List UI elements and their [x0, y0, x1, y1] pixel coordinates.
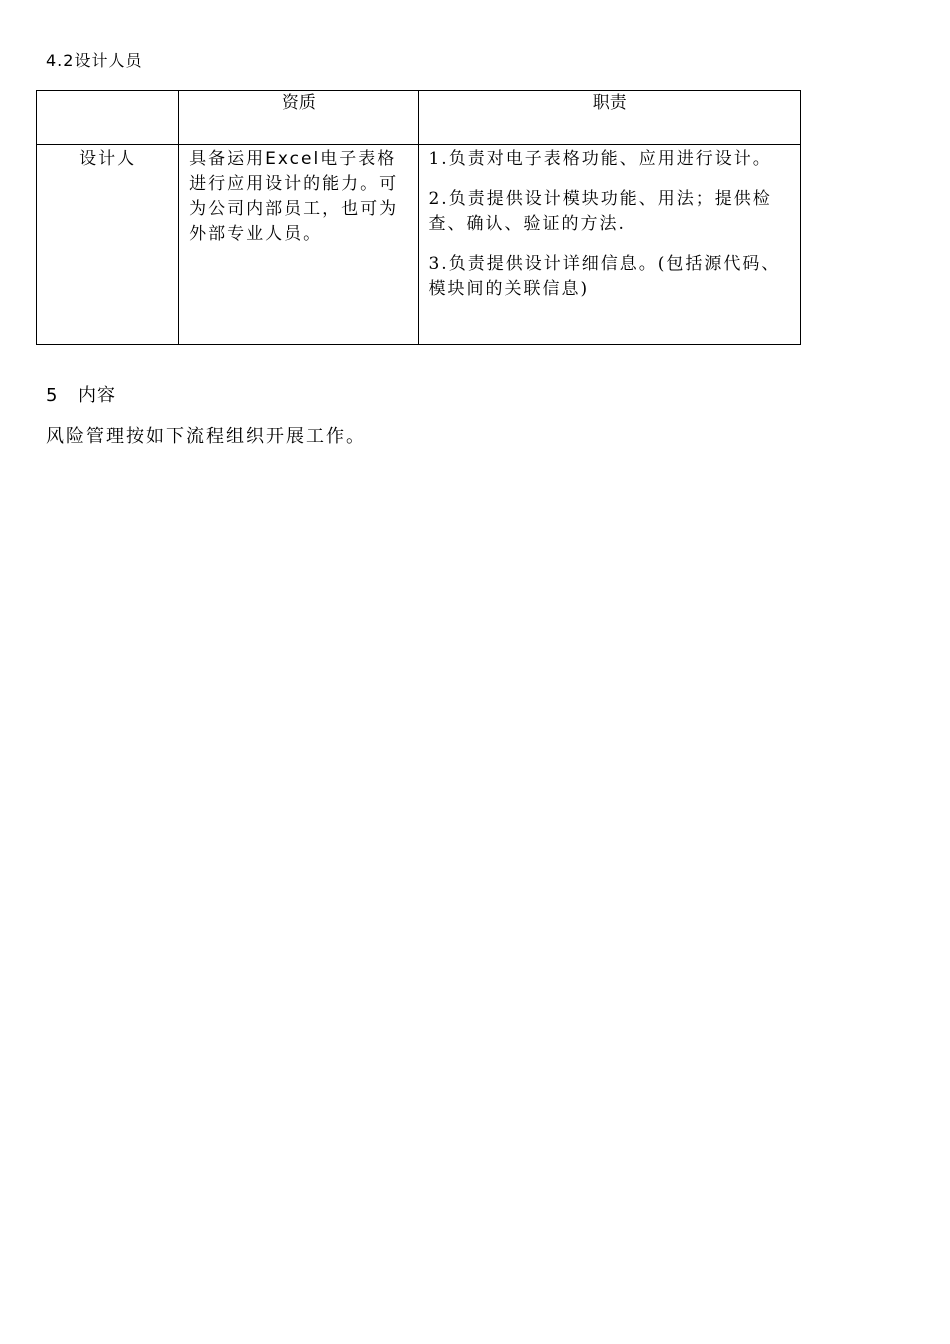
table-header-row [37, 91, 801, 145]
designer-roles-table [36, 90, 801, 345]
section-title: 内容 [78, 385, 116, 406]
qualification-cell: 具备运用Excel电子表格进行应用设计的能力。可为公司内部员工，也可为外部专业人员。 [179, 145, 419, 345]
duty-item: 3.负责提供设计详细信息。(包括源代码、模块间的关联信息) [428, 254, 781, 299]
table-row [37, 145, 801, 345]
section-5-heading [46, 384, 116, 408]
body-paragraph: 风险管理按如下流程组织开展工作。 [46, 426, 366, 447]
table-header-qualification: 资质 [179, 91, 419, 145]
duties-cell [419, 145, 801, 345]
duty-item: 2.负责提供设计模块功能、用法；提供检查、确认、验证的方法. [428, 189, 772, 234]
role-cell: 设计人 [37, 145, 179, 345]
table-header-duties: 职责 [419, 91, 801, 145]
table-header-empty [37, 91, 179, 145]
duty-item: 1.负责对电子表格功能、应用进行设计。 [428, 149, 772, 169]
section-number: 5 [46, 385, 59, 406]
section-heading: 4.2设计人员 [46, 51, 143, 70]
